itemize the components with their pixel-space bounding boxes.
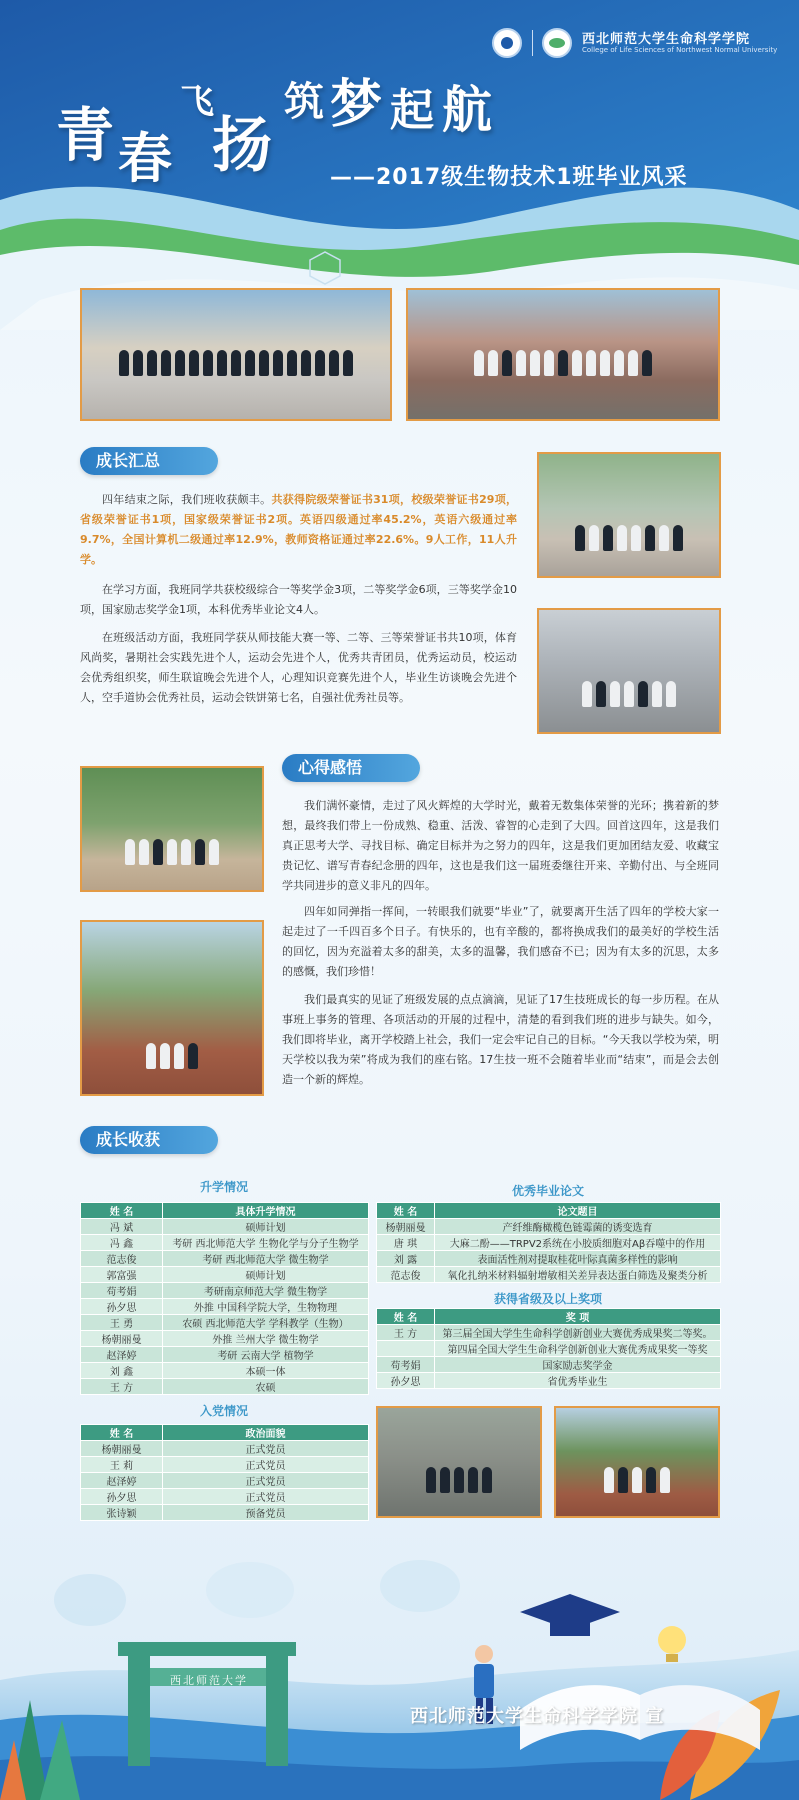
party-table bbox=[80, 1424, 369, 1521]
name-cell: 刘 鑫 bbox=[81, 1363, 163, 1379]
table-row bbox=[81, 1457, 369, 1473]
photo-group-standing bbox=[537, 452, 721, 578]
summary-paragraph-1 bbox=[80, 490, 517, 570]
detail-cell: 正式党员 bbox=[163, 1441, 369, 1457]
detail-cell: 大麻二酚——TRPV2系统在小胶质细胞对Aβ吞噬中的作用 bbox=[435, 1235, 721, 1251]
name-cell bbox=[377, 1341, 435, 1357]
name-cell: 孙夕思 bbox=[81, 1489, 163, 1505]
name-cell: 刘 露 bbox=[377, 1251, 435, 1267]
table-header-row bbox=[81, 1203, 369, 1219]
name-cell: 冯 鑫 bbox=[81, 1235, 163, 1251]
table-row bbox=[81, 1283, 369, 1299]
table-caption-awards: 获得省级及以上奖项 bbox=[493, 1292, 602, 1306]
college-seal-icon bbox=[542, 28, 572, 58]
name-cell: 孙夕思 bbox=[81, 1299, 163, 1315]
detail-cell: 国家励志奖学金 bbox=[435, 1357, 721, 1373]
footer-illustration bbox=[0, 1530, 799, 1800]
detail-cell: 考研南京师范大学 微生物学 bbox=[163, 1283, 369, 1299]
photo-group-suits bbox=[376, 1406, 542, 1518]
detail-cell: 正式党员 bbox=[163, 1457, 369, 1473]
detail-cell: 农硕 bbox=[163, 1379, 369, 1395]
detail-cell: 考研 云南大学 植物学 bbox=[163, 1347, 369, 1363]
table-header-row bbox=[81, 1425, 369, 1441]
school-name-en: College of Life Sciences of Northwest Normal University bbox=[582, 46, 778, 54]
detail-cell: 正式党员 bbox=[163, 1489, 369, 1505]
table-row bbox=[81, 1363, 369, 1379]
name-cell: 赵泽婷 bbox=[81, 1347, 163, 1363]
name-cell: 苟考娟 bbox=[81, 1283, 163, 1299]
table-caption-party: 入党情况 bbox=[199, 1404, 248, 1418]
detail-cell: 外推 兰州大学 微生物学 bbox=[163, 1331, 369, 1347]
detail-cell: 第四届全国大学生生命科学创新创业大赛优秀成果奖一等奖 bbox=[435, 1341, 721, 1357]
table-row bbox=[81, 1379, 369, 1395]
section-label-reflections: 心得感悟 bbox=[282, 754, 420, 782]
table-row bbox=[377, 1357, 721, 1373]
table-row bbox=[377, 1219, 721, 1235]
name-cell: 张诗颖 bbox=[81, 1505, 163, 1521]
detail-cell: 外推 中国科学院大学，生物物理 bbox=[163, 1299, 369, 1315]
detail-cell: 本硕一体 bbox=[163, 1363, 369, 1379]
detail-cell: 考研 西北师范大学 生物化学与分子生物学 bbox=[163, 1235, 369, 1251]
table-caption-further-study: 升学情况 bbox=[199, 1180, 248, 1194]
table-row bbox=[81, 1505, 369, 1521]
footer-credit: 西北师范大学生命科学学院 宣 bbox=[410, 1706, 665, 1727]
name-cell: 王 勇 bbox=[81, 1315, 163, 1331]
title-char: 筑 bbox=[284, 78, 324, 125]
name-cell: 杨朝丽曼 bbox=[81, 1441, 163, 1457]
photo-group-in-park bbox=[80, 766, 264, 892]
column-header: 姓 名 bbox=[377, 1203, 435, 1219]
table-body bbox=[81, 1441, 369, 1521]
photo-graduation-gowns bbox=[80, 288, 392, 421]
column-header: 政治面貌 bbox=[163, 1425, 369, 1441]
further-study-table bbox=[80, 1202, 369, 1395]
column-header: 论文题目 bbox=[435, 1203, 721, 1219]
photo-campus-steps bbox=[406, 288, 720, 421]
summary-lead: 四年结束之际，我们班收获颇丰。 bbox=[102, 493, 272, 506]
table-row bbox=[377, 1235, 721, 1251]
summary-paragraph-3: 在班级活动方面，我班同学获从师技能大赛一等、二等、三等荣誉证书共10项，体育风尚奖，暑期社会实践先进个人，运动会先进个人，优秀共青团员，优秀运动员，校运动会优秀组织奖，师生联谊晚会先进个人，心理知识竞赛先进个人，毕业生访谈晚会先进个人，空手道协会优秀社员，运动会铁饼第七名，自强社优秀社员等。 bbox=[80, 631, 517, 704]
subtitle: ——2017级生物技术1班毕业风采 bbox=[330, 165, 688, 190]
name-cell: 苟考娟 bbox=[377, 1357, 435, 1373]
detail-cell: 省优秀毕业生 bbox=[435, 1373, 721, 1389]
title-char: 春 bbox=[118, 126, 172, 190]
section-label-growth-summary: 成长汇总 bbox=[80, 447, 218, 475]
table-row bbox=[81, 1347, 369, 1363]
table-row bbox=[81, 1251, 369, 1267]
detail-cell: 考研 西北师范大学 微生物学 bbox=[163, 1251, 369, 1267]
title-char: 青 bbox=[56, 101, 115, 169]
name-cell: 孙夕思 bbox=[377, 1373, 435, 1389]
name-cell: 杨朝丽曼 bbox=[377, 1219, 435, 1235]
table-row bbox=[81, 1235, 369, 1251]
summary-highlight: 共获得院级荣誉证书31项，校级荣誉证书29项，省级荣誉证书1项，国家级荣誉证书2项。英语四级通过率45.2%，英语六级通过率9.7%，全国计算机二级通过率12.9%，教师资格证通过率22.6%。9人工作，11人升学。 bbox=[80, 493, 517, 566]
name-cell: 范志俊 bbox=[377, 1267, 435, 1283]
table-body bbox=[81, 1219, 369, 1395]
column-header: 姓 名 bbox=[377, 1309, 435, 1325]
name-cell: 王 方 bbox=[377, 1325, 435, 1341]
table-row bbox=[81, 1219, 369, 1235]
detail-cell: 硕师计划 bbox=[163, 1219, 369, 1235]
table-row bbox=[81, 1331, 369, 1347]
detail-cell: 产纤维酶橄榄色链霉菌的诱变选育 bbox=[435, 1219, 721, 1235]
title-char: 梦 bbox=[330, 74, 383, 135]
detail-cell: 硕师计划 bbox=[163, 1267, 369, 1283]
detail-cell: 表面活性剂对提取桂花叶际真菌多样性的影响 bbox=[435, 1251, 721, 1267]
table-row bbox=[377, 1267, 721, 1283]
table-row bbox=[81, 1473, 369, 1489]
awards-table bbox=[376, 1308, 721, 1389]
column-header: 奖 项 bbox=[435, 1309, 721, 1325]
logo-divider bbox=[532, 30, 533, 56]
thesis-table bbox=[376, 1202, 721, 1283]
university-seal-icon bbox=[492, 28, 522, 58]
title-char: 航 bbox=[442, 80, 492, 139]
table-header-row bbox=[377, 1309, 721, 1325]
table-caption-thesis: 优秀毕业论文 bbox=[511, 1184, 584, 1198]
photo-outdoor-gym bbox=[80, 920, 264, 1096]
reflection-paragraph-3: 我们最真实的见证了班级发展的点点滴滴，见证了17生技班成长的每一步历程。在从事班上事务的管理、各项活动的开展的过程中，清楚的看到我们班的进步与缺失。如今，我们即将毕业，离开学校踏上社会，我们一定会牢记自己的目标。“今天我以学校为荣，明天学校以我为荣”将成为我们的座右铭。17生技一班不会随着毕业而“结束”，而是会去创造一个新的辉煌。 bbox=[282, 993, 719, 1086]
section-label-harvest: 成长收获 bbox=[80, 1126, 218, 1154]
table-body bbox=[377, 1325, 721, 1389]
table-row bbox=[81, 1315, 369, 1331]
column-header: 姓 名 bbox=[81, 1203, 163, 1219]
detail-cell: 预备党员 bbox=[163, 1505, 369, 1521]
name-cell: 王 莉 bbox=[81, 1457, 163, 1473]
column-header: 姓 名 bbox=[81, 1425, 163, 1441]
detail-cell: 农硕 西北师范大学 学科教学（生物） bbox=[163, 1315, 369, 1331]
table-row bbox=[377, 1341, 721, 1357]
table-row bbox=[81, 1489, 369, 1505]
table-row bbox=[81, 1299, 369, 1315]
name-cell: 王 方 bbox=[81, 1379, 163, 1395]
table-row bbox=[377, 1325, 721, 1341]
school-name: 西北师范大学生命科学学院 bbox=[582, 32, 751, 47]
gate-inscription: 西北师范大学 bbox=[170, 1674, 248, 1687]
photo-group-fitness bbox=[554, 1406, 720, 1518]
detail-cell: 氧化扎纳米材料辐射增敏相关差异表达蛋白筛选及聚类分析 bbox=[435, 1267, 721, 1283]
name-cell: 唐 琪 bbox=[377, 1235, 435, 1251]
reflection-paragraph-2: 四年如同弹指一挥间，一转眼我们就要“毕业”了，就要离开生活了四年的学校大家一起走过了一千四百多个日子。有快乐的，也有辛酸的，都将换成我们的最美好的学校生活的回忆，因为充溢着太多的甜美，太多的温馨，我们感奋不已；因为有太多的沉思，太多的感慨，我们珍惜！ bbox=[282, 905, 719, 978]
name-cell: 赵泽婷 bbox=[81, 1473, 163, 1489]
summary-paragraph-2: 在学习方面，我班同学共获校级综合一等奖学金3项，二等奖学金6项，三等奖学金10项，国家励志奖学金1项，本科优秀毕业论文4人。 bbox=[80, 583, 517, 616]
table-body bbox=[377, 1219, 721, 1283]
table-header-row bbox=[377, 1203, 721, 1219]
table-row bbox=[81, 1441, 369, 1457]
photo-group-staircase bbox=[537, 608, 721, 734]
table-row bbox=[81, 1267, 369, 1283]
column-header: 具体升学情况 bbox=[163, 1203, 369, 1219]
reflection-paragraph-1: 我们满怀豪情，走过了风火辉煌的大学时光，戴着无数集体荣誉的光环；携着新的梦想，最终我们带上一份成熟、稳重、活泼、睿智的心走到了大四。回首这四年，这是我们真正思考大学、寻找目标、确定目标并为之努力的四年，这是我们更加团结友爱、收藏宝贵记忆、谱写青春纪念册的四年，这也是我们这一届班委继往开来、辛勤付出、与全班同学共同进步的意义非凡的四年。 bbox=[282, 799, 719, 892]
table-row bbox=[377, 1373, 721, 1389]
name-cell: 杨朝丽曼 bbox=[81, 1331, 163, 1347]
name-cell: 郭富强 bbox=[81, 1267, 163, 1283]
detail-cell: 正式党员 bbox=[163, 1473, 369, 1489]
table-row bbox=[377, 1251, 721, 1267]
name-cell: 范志俊 bbox=[81, 1251, 163, 1267]
title-char: 飞 bbox=[180, 82, 214, 122]
title-char: 扬 bbox=[212, 111, 272, 181]
name-cell: 冯 斌 bbox=[81, 1219, 163, 1235]
title-char: 起 bbox=[390, 85, 434, 136]
detail-cell: 第三届全国大学生生命科学创新创业大赛优秀成果奖二等奖。 bbox=[435, 1325, 721, 1341]
